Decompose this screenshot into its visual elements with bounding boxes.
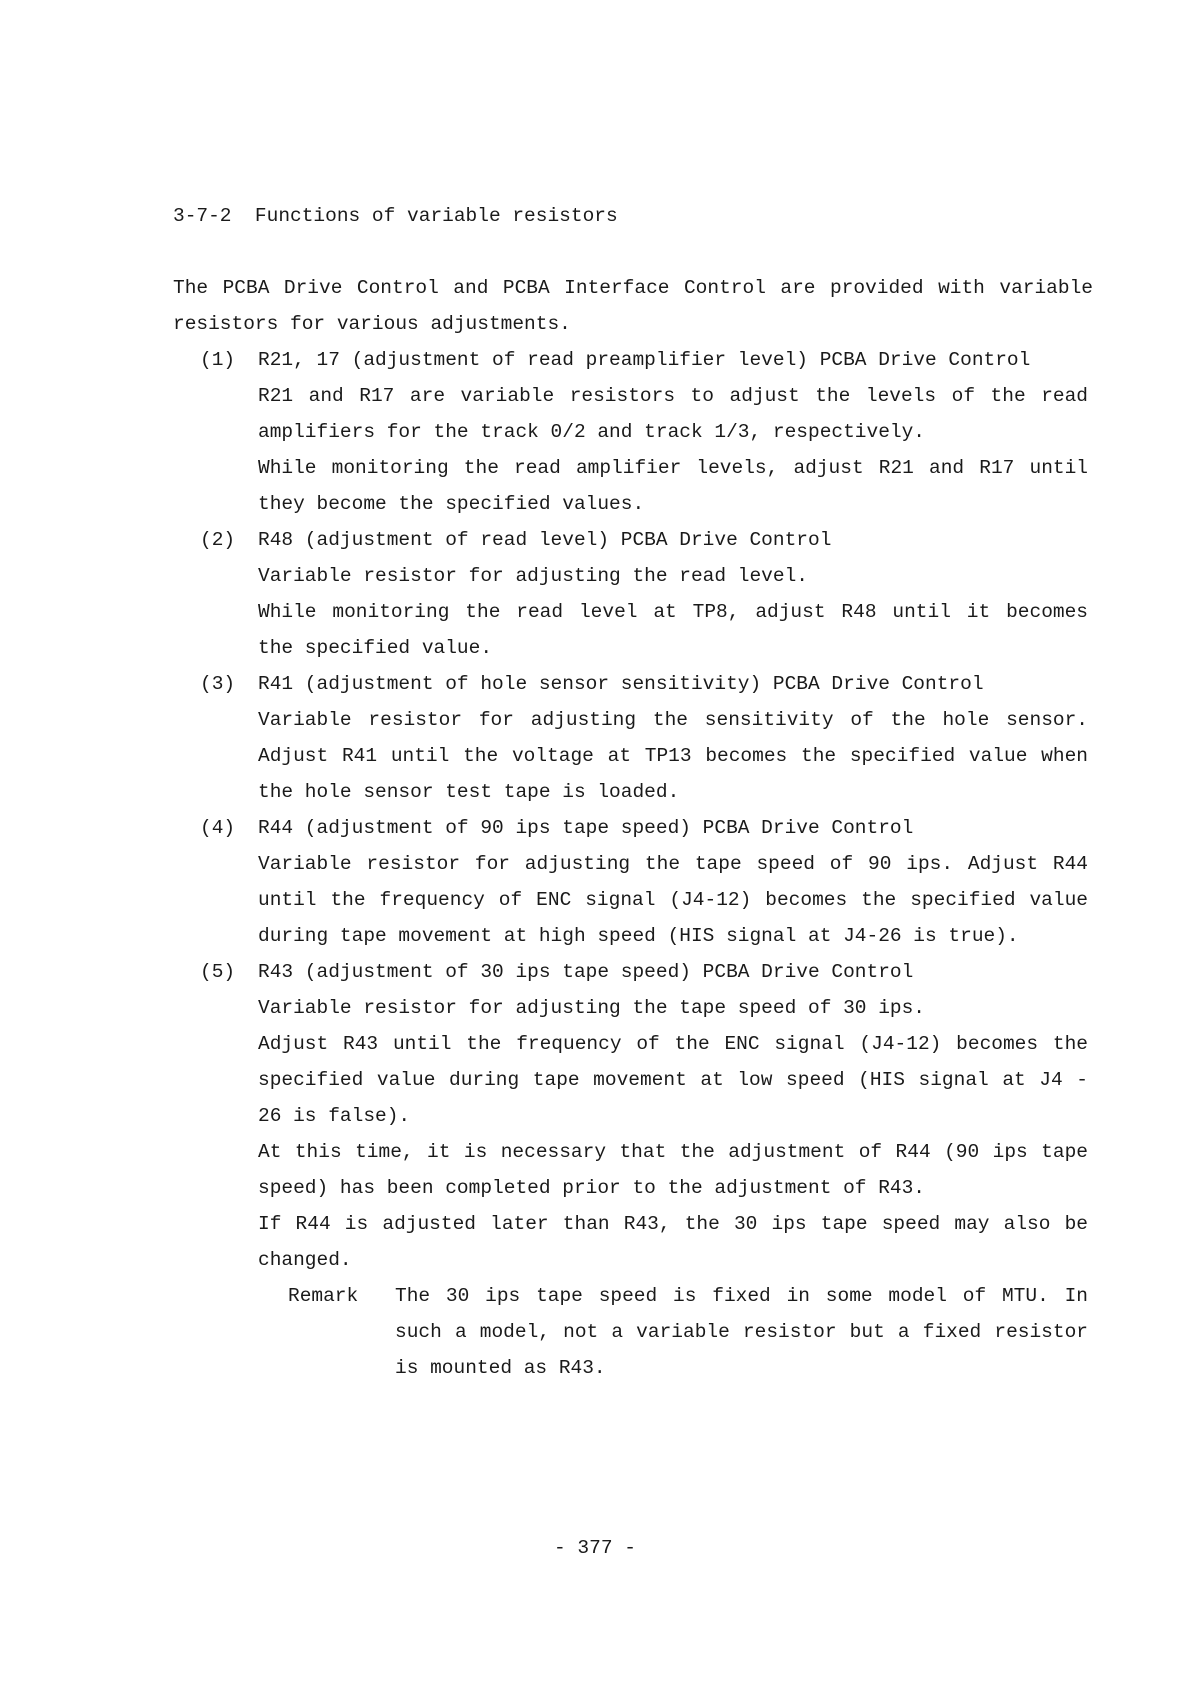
- intro-line: resistors for various adjustments.: [173, 313, 571, 335]
- remark-line: The 30 ips tape speed is fixed in some model of MTU. In: [395, 1285, 1088, 1307]
- item-body: [258, 810, 1088, 954]
- item-line: Variable resistor for adjusting the tape speed of 30 ips.: [258, 997, 926, 1019]
- item-body: [258, 666, 1088, 810]
- item-number: (5): [200, 961, 236, 983]
- item-line: Variable resistor for adjusting the read level.: [258, 565, 808, 587]
- item-line: Adjust R41 until the voltage at TP13 becomes the specified value when: [258, 745, 1088, 767]
- item-line: the hole sensor test tape is loaded.: [258, 781, 680, 803]
- section-heading: 3-7-2 Functions of variable resistors: [173, 205, 618, 227]
- list-item-2: [0, 522, 1190, 666]
- item-number: (3): [200, 673, 236, 695]
- numbered-list: [0, 342, 1190, 1386]
- item-title: R41 (adjustment of hole sensor sensitivity) PCBA Drive Control: [258, 673, 984, 695]
- item-body: [258, 954, 1088, 1278]
- item-body: [258, 342, 1088, 522]
- item-line: If R44 is adjusted later than R43, the 30 ips tape speed may also be: [258, 1213, 1088, 1235]
- page-number: - 377 -: [554, 1537, 636, 1559]
- item-line: specified value during tape movement at low speed (HIS signal at J4 -: [258, 1069, 1088, 1091]
- item-line: the specified value.: [258, 637, 493, 659]
- item-line: While monitoring the read level at TP8, adjust R48 until it becomes: [258, 601, 1088, 623]
- item-line: Variable resistor for adjusting the sensitivity of the hole sensor.: [258, 709, 1088, 731]
- item-line: amplifiers for the track 0/2 and track 1/3, respectively.: [258, 421, 926, 443]
- list-item-1: [0, 342, 1190, 522]
- list-item-5: [0, 954, 1190, 1278]
- item-line: Adjust R43 until the frequency of the ENC signal (J4-12) becomes the: [258, 1033, 1088, 1055]
- list-item-4: [0, 810, 1190, 954]
- item-line: While monitoring the read amplifier levels, adjust R21 and R17 until: [258, 457, 1088, 479]
- item-number: (1): [200, 349, 236, 371]
- item-line: At this time, it is necessary that the adjustment of R44 (90 ips tape: [258, 1141, 1088, 1163]
- item-line: R21 and R17 are variable resistors to adjust the levels of the read: [258, 385, 1088, 407]
- item-line: changed.: [258, 1249, 352, 1271]
- item-line: they become the specified values.: [258, 493, 645, 515]
- remark-label: Remark: [288, 1285, 359, 1307]
- item-body: [258, 522, 1088, 666]
- item-line: during tape movement at high speed (HIS signal at J4-26 is true).: [258, 925, 1019, 947]
- intro-line: The PCBA Drive Control and PCBA Interface Control are provided with variable: [173, 277, 1093, 299]
- item-line: speed) has been completed prior to the adjustment of R43.: [258, 1177, 926, 1199]
- item-number: (4): [200, 817, 236, 839]
- remark-text: [395, 1278, 1088, 1386]
- item-title: R44 (adjustment of 90 ips tape speed) PCBA Drive Control: [258, 817, 914, 839]
- item-title: R21, 17 (adjustment of read preamplifier level) PCBA Drive Control: [258, 349, 1031, 371]
- remark-line: such a model, not a variable resistor but a fixed resistor: [395, 1321, 1088, 1343]
- intro-paragraph: [173, 270, 1093, 342]
- item-line: 26 is false).: [258, 1105, 411, 1127]
- remark-block: [288, 1278, 1088, 1386]
- item-line: until the frequency of ENC signal (J4-12) becomes the specified value: [258, 889, 1088, 911]
- item-line: Variable resistor for adjusting the tape speed of 90 ips. Adjust R44: [258, 853, 1088, 875]
- item-number: (2): [200, 529, 236, 551]
- list-item-3: [0, 666, 1190, 810]
- remark-line: is mounted as R43.: [395, 1357, 606, 1379]
- item-title: R48 (adjustment of read level) PCBA Drive Control: [258, 529, 832, 551]
- item-title: R43 (adjustment of 30 ips tape speed) PCBA Drive Control: [258, 961, 914, 983]
